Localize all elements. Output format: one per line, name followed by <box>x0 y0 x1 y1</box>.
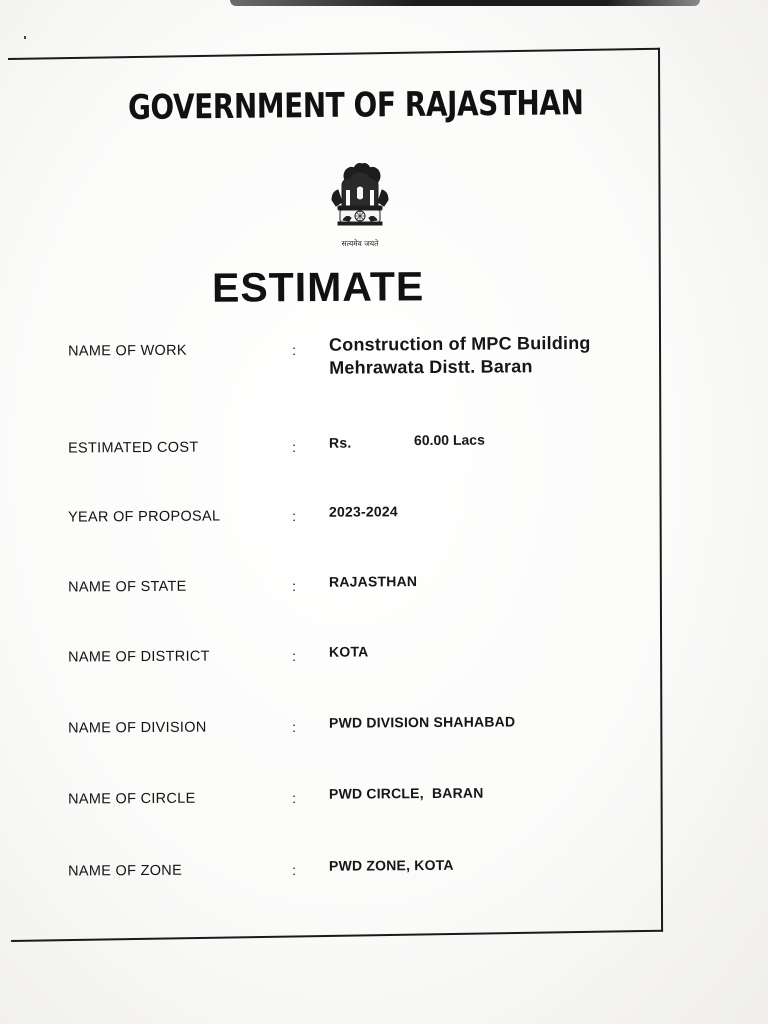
field-value: 2023-2024 <box>328 503 398 520</box>
field-label: NAME OF STATE <box>67 578 187 596</box>
field-year-of-proposal <box>0 505 768 570</box>
field-separator: : <box>291 789 296 806</box>
field-label: NAME OF ZONE <box>67 862 183 880</box>
field-separator: : <box>291 341 296 358</box>
field-separator: : <box>291 861 296 878</box>
field-separator: : <box>291 507 296 524</box>
scan-edge-shadow <box>230 0 700 6</box>
cost-currency: Rs. <box>328 434 352 451</box>
field-separator: : <box>291 438 296 455</box>
field-name-of-work <box>0 332 768 404</box>
field-label: NAME OF WORK <box>67 342 187 360</box>
field-value: Construction of MPC Building Mehrawata Distt. Baran <box>328 332 591 378</box>
field-label: NAME OF DISTRICT <box>67 648 210 666</box>
cost-amount: 60.00 Lacs <box>413 431 485 449</box>
state-emblem-icon <box>324 160 396 252</box>
field-name-of-division <box>0 713 768 781</box>
government-heading: GOVERNMENT OF RAJASTHAN <box>127 83 584 128</box>
document-title: ESTIMATE <box>211 263 425 311</box>
field-name-of-circle <box>0 784 768 852</box>
field-value: PWD CIRCLE, BARAN <box>328 784 484 802</box>
field-value: PWD ZONE, KOTA <box>328 856 454 874</box>
field-value: KOTA <box>328 643 369 660</box>
field-name-of-zone <box>0 856 768 924</box>
field-value: PWD DIVISION SHAHABAD <box>328 713 516 731</box>
field-name-of-state <box>0 575 768 640</box>
emblem-motto: सत्यमेव जयते <box>341 239 379 248</box>
field-separator: : <box>291 718 296 735</box>
field-label: NAME OF CIRCLE <box>67 790 196 808</box>
field-value: RAJASTHAN <box>328 573 418 590</box>
field-label: YEAR OF PROPOSAL <box>67 508 221 526</box>
field-label: NAME OF DIVISION <box>67 719 207 737</box>
field-separator: : <box>291 577 296 594</box>
field-name-of-district <box>0 645 768 710</box>
field-label: ESTIMATED COST <box>67 439 199 457</box>
scan-speck <box>24 36 26 39</box>
field-separator: : <box>291 647 296 664</box>
field-estimated-cost <box>0 431 768 501</box>
